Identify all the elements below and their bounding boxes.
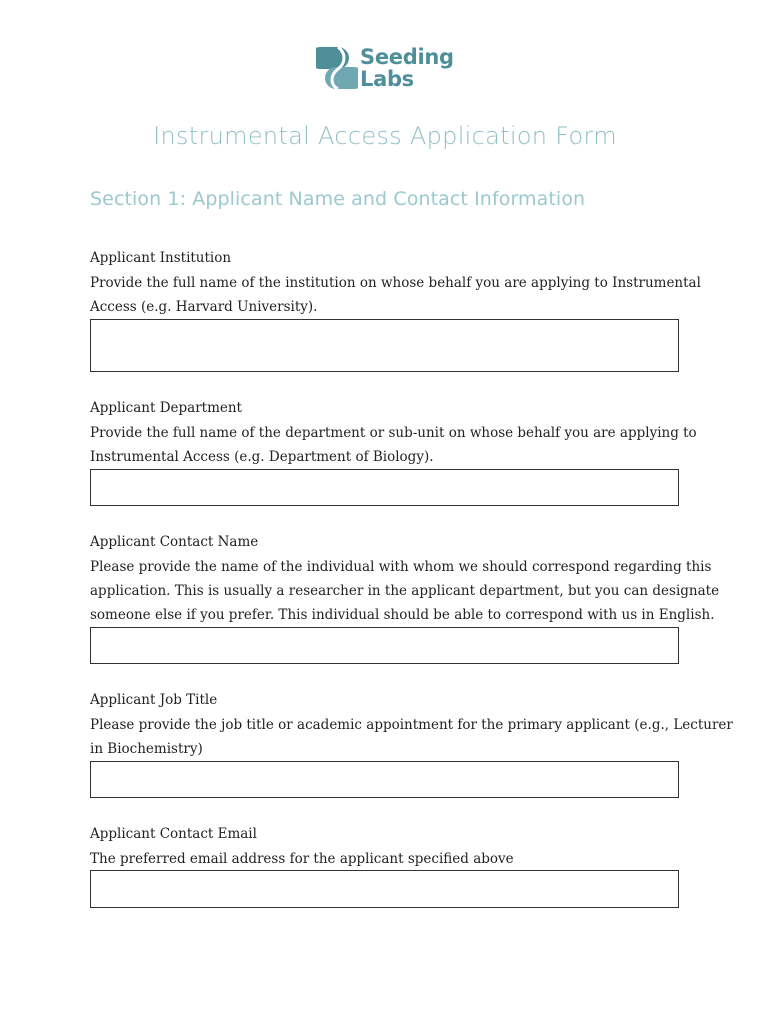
field-help-contact-name bbox=[90, 555, 720, 627]
contact-email-input[interactable] bbox=[90, 870, 679, 908]
seeding-labs-logo bbox=[316, 44, 466, 92]
field-help-line: someone else if you prefer. This individual should be able to correspond with us in English. bbox=[90, 607, 715, 623]
field-help-line: Please provide the name of the individual with whom we should correspond regarding this bbox=[90, 559, 712, 575]
section-title: Section 1: Applicant Name and Contact Information bbox=[90, 188, 586, 210]
field-help-line: Provide the full name of the institution on whose behalf you are applying to Instrumental bbox=[90, 275, 701, 291]
field-help-line: The preferred email address for the applicant specified above bbox=[90, 851, 514, 867]
department-input[interactable] bbox=[90, 469, 679, 506]
field-help-institution bbox=[90, 271, 701, 319]
job-title-input[interactable] bbox=[90, 761, 679, 798]
field-help-line: Instrumental Access (e.g. Department of Biology). bbox=[90, 449, 434, 465]
seeding-labs-logo-icon bbox=[316, 45, 358, 91]
field-help-contact-email bbox=[90, 847, 690, 871]
field-label-job-title: Applicant Job Title bbox=[90, 692, 218, 708]
logo-line-2: Labs bbox=[360, 67, 414, 91]
institution-input[interactable] bbox=[90, 319, 679, 372]
field-label-contact-name: Applicant Contact Name bbox=[90, 534, 259, 550]
field-label-contact-email: Applicant Contact Email bbox=[90, 826, 257, 842]
field-help-line: Please provide the job title or academic appointment for the primary applicant (e.g., Lecturer bbox=[90, 717, 733, 733]
logo-wordmark bbox=[360, 46, 454, 90]
logo-line-1: Seeding bbox=[360, 45, 454, 69]
field-label-institution: Applicant Institution bbox=[90, 250, 232, 266]
contact-name-input[interactable] bbox=[90, 627, 679, 664]
field-help-line: application. This is usually a researcher in the applicant department, but you can designate bbox=[90, 583, 720, 599]
field-label-department: Applicant Department bbox=[90, 400, 242, 416]
field-help-line: Provide the full name of the department or sub-unit on whose behalf you are applying to bbox=[90, 425, 697, 441]
field-help-line: Access (e.g. Harvard University). bbox=[90, 299, 318, 315]
form-title: Instrumental Access Application Form bbox=[153, 122, 617, 150]
field-help-department bbox=[90, 421, 697, 469]
field-help-job-title bbox=[90, 713, 733, 761]
field-help-line: in Biochemistry) bbox=[90, 741, 203, 757]
